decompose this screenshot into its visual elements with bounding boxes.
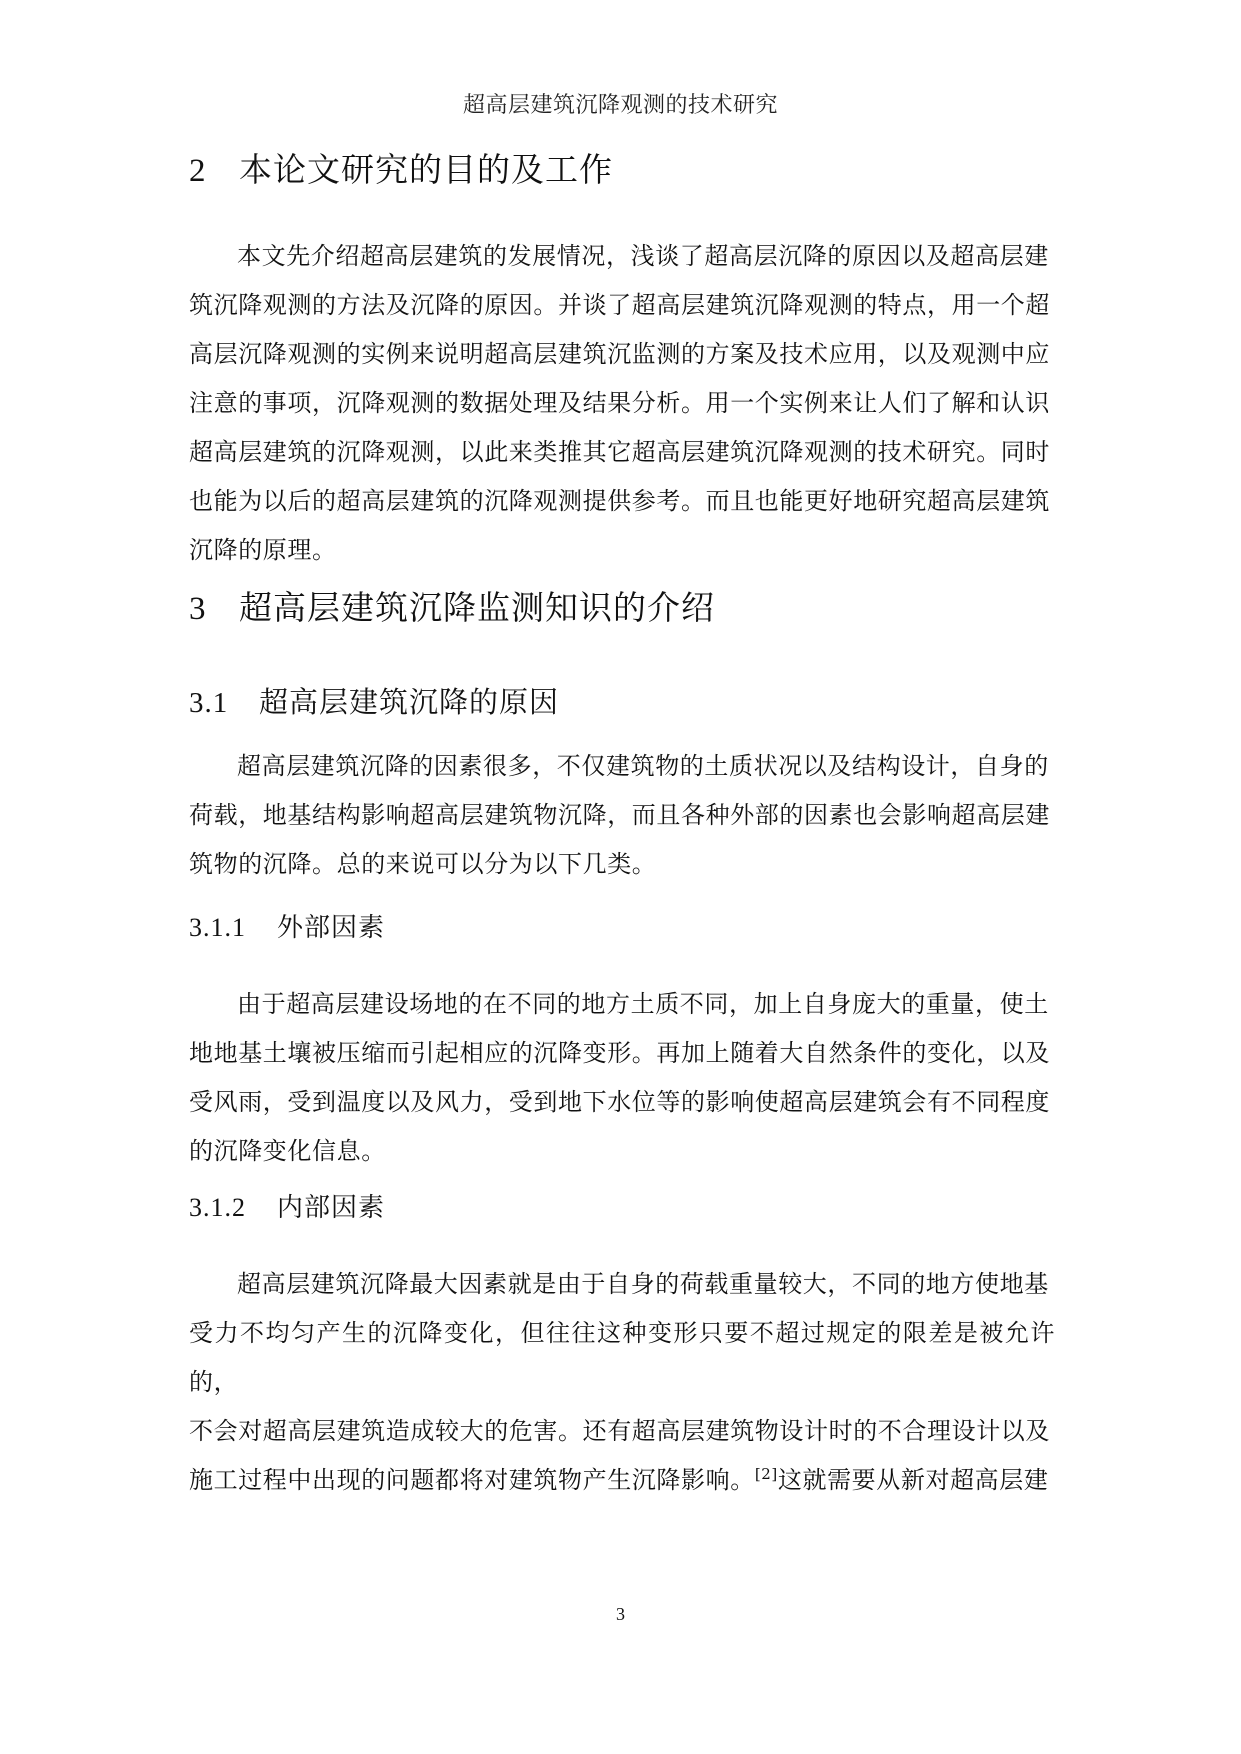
running-header: 超高层建筑沉降观测的技术研究 — [462, 93, 778, 118]
section-3-1-1-heading — [189, 911, 385, 945]
section-2-paragraph: 本文先介绍超高层建筑的发展情况，浅谈了超高层沉降的原因以及超高层建 筑沉降观测的方法及沉降的原因。并谈了超高层建筑沉降观测的特点，用一个超 高层沉降观测的实例来说明超高层建筑沉监测的方案及技术应用，以及观测中应 注意的事项，沉降观测的数据处理及结果分析。用一个实例来让人们了解和认识 超高层建筑的沉降观测，以此来类推其它超高层建筑沉降观测的技术研究。同时 也能为以后的超高层建筑的沉降观测提供参考。而且也能更好地研究超高层建筑 沉降的原理。 — [189, 242, 1050, 564]
section-number: 3.1.2 — [189, 1193, 246, 1222]
citation-reference[interactable]: [2] — [754, 1465, 778, 1483]
paragraph-text: 超高层建筑沉降最大因素就是由于自身的荷载重量较大，不同的地方使地基 受力不均匀产生的沉降变化，但往往这种变形只要不超过规定的限差是被允许的， 不会对超高层建筑造成较大的危害。还有超高层建筑物设计时的不合理设计以及 施工过程中出现的问题都将对建筑物产生沉降影响。 — [189, 1270, 1055, 1494]
section-3-heading — [189, 588, 715, 629]
section-title: 超高层建筑沉降的原因 — [259, 685, 560, 719]
section-number: 3.1 — [189, 687, 229, 719]
section-title: 外部因素 — [277, 913, 386, 943]
section-3-1-heading — [189, 684, 559, 721]
paragraph-text-continued: 这就需要从新对超高层建 — [777, 1466, 1049, 1494]
section-3-1-1-paragraph: 由于超高层建设场地的在不同的地方土质不同，加上自身庞大的重量，使土 地地基土壤被压缩而引起相应的沉降变形。再加上随着大自然条件的变化，以及 受风雨，受到温度以及风力，受到地下水位等的影响使超高层建筑会有不同程度 的沉降变化信息。 — [189, 990, 1050, 1165]
section-3-1-2-paragraph — [189, 1260, 1055, 1505]
page-number: 3 — [616, 1604, 625, 1624]
section-3-1-paragraph: 超高层建筑沉降的因素很多，不仅建筑物的土质状况以及结构设计，自身的 荷载，地基结构影响超高层建筑物沉降，而且各种外部的因素也会影响超高层建 筑物的沉降。总的来说可以分为以下几类。 — [189, 752, 1050, 878]
section-number: 3 — [189, 591, 207, 627]
section-number: 2 — [189, 153, 207, 189]
section-3-1-2-heading — [189, 1191, 385, 1225]
section-title: 内部因素 — [277, 1193, 386, 1223]
section-title: 本论文研究的目的及工作 — [239, 150, 613, 189]
section-title: 超高层建筑沉降监测知识的介绍 — [239, 588, 715, 627]
section-number: 3.1.1 — [189, 913, 246, 942]
section-2-heading — [189, 150, 613, 191]
